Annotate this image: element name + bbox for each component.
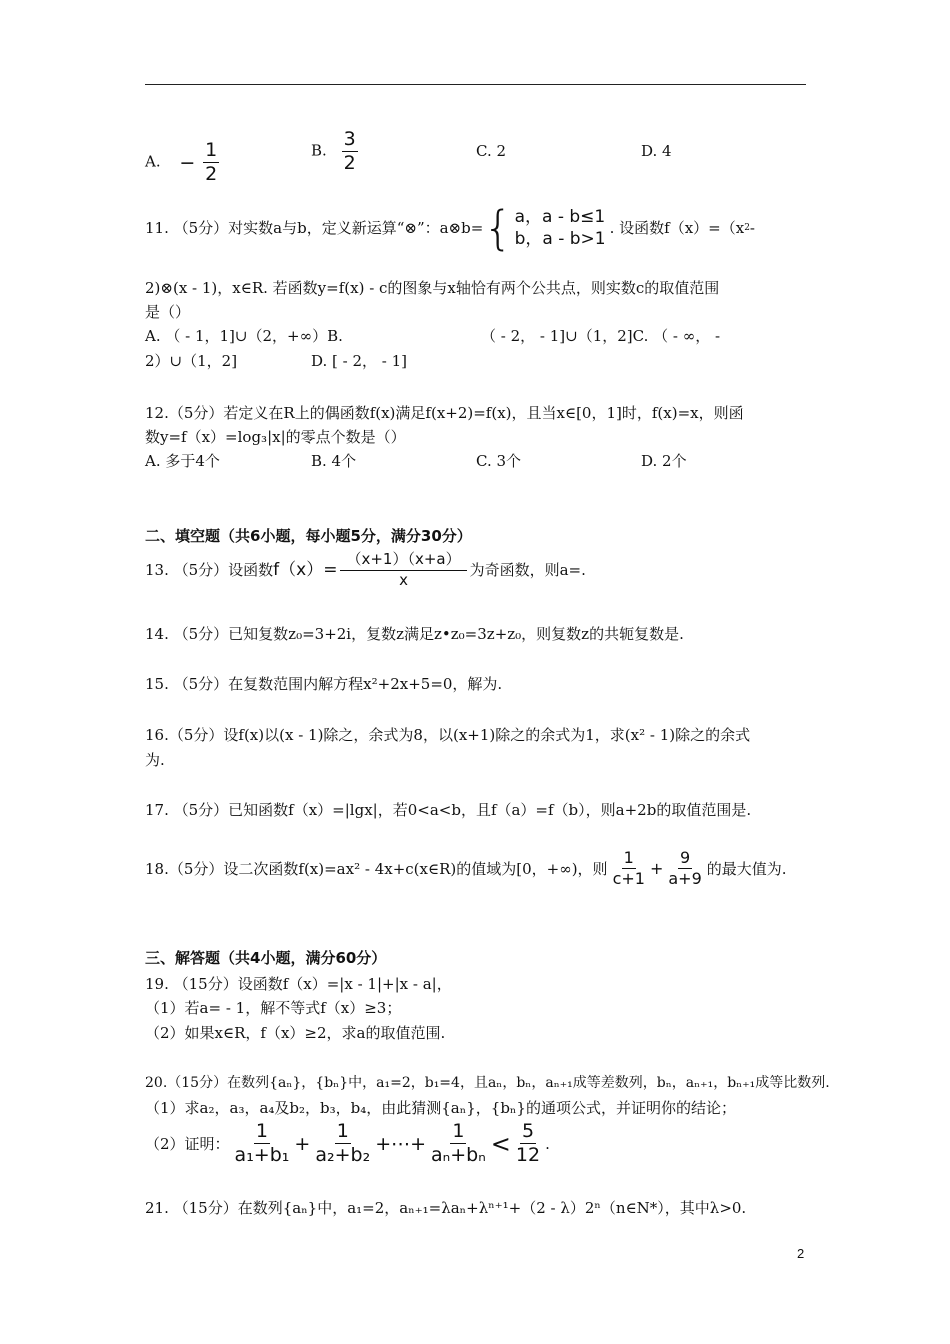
q12-line-2: 数y=f（x）=log₃|x|的零点个数是（） <box>145 428 406 446</box>
q11-line-2: 2)⊗(x - 1)，x∈R. 若函数y=f(x) - c的图象与x轴恰有两个公共点，则实数c的取值范围 <box>145 279 720 297</box>
q12-option-a: A. 多于4个 <box>145 452 220 470</box>
q12-option-d: D. 2个 <box>641 452 687 470</box>
q17-line: 17. （5分）已知函数f（x）=|lgx|，若0<a<b，且f（a）=f（b），则a+2b的取值范围是. <box>145 801 752 819</box>
q11-line-5: 2）∪（1，2] <box>145 352 238 370</box>
q11-line-1: 11. （5分）对实数a与b，定义新运算“⊗”：a⊗b= { a，a - b≤1 b，a - b>1 . 设函数f（x）=（x 2 - <box>145 201 755 255</box>
section-3-heading: 三、解答题（共4小题，满分60分） <box>145 949 387 967</box>
q11-line-3: 是（） <box>145 303 191 321</box>
q19-line-2: （1）若a= - 1，解不等式f（x）≥3； <box>145 999 402 1017</box>
q12-option-c: C. 3个 <box>476 452 522 470</box>
q18-line: 18.（5分）设二次函数f(x)=ax² - 4x+c(x∈R)的值域为[0，+∞)，则 $\frac{1}{c+1}$ + $\frac{9}{a+9}$ 的最大值为. <box>145 848 787 888</box>
q10-option-c: C. 2 <box>476 142 507 160</box>
q16-line-1: 16.（5分）设f(x)以(x - 1)除之，余式为8，以(x+1)除之的余式为1，求(x² - 1)除之的余式 <box>145 726 751 744</box>
q19-line-1: 19. （15分）设函数f（x）=|x - 1|+|x - a|， <box>145 975 452 993</box>
q20-line-3: （2）证明： $\frac{1}{\text{a₁+b₁}}$ + $\frac{1}{\text{a₂+b₂}}$ +⋯+ $\frac{1}{\text{aₙ+bₙ}}$ < $\frac{5}{12}$ . <box>145 1120 550 1166</box>
q11-option-d: D. [ - 2， - 1] <box>311 352 408 370</box>
q14-line: 14. （5分）已知复数z₀=3+2i，复数z满足z•z₀=3z+z₀，则复数z的共轭复数是. <box>145 625 684 643</box>
q16-line-2: 为. <box>145 751 165 769</box>
q10-option-a: A. − $\frac{1}{2}$ <box>145 139 218 185</box>
page-number: 2 <box>797 1246 805 1261</box>
q20-line-2: （1）求a₂，a₃，a₄及b₂，b₃，b₄，由此猜测{aₙ}，{bₙ}的通项公式，并证明你的结论； <box>145 1099 736 1117</box>
q12-line-1: 12.（5分）若定义在R上的偶函数f(x)满足f(x+2)=f(x)，且当x∈[0，1]时，f(x)=x，则函 <box>145 404 744 422</box>
header-rule <box>145 84 806 85</box>
section-2-heading: 二、填空题（共6小题，每小题5分，满分30分） <box>145 527 472 545</box>
q13-line: 13. （5分）设函数 f（x）= $\frac{(x+1)(x+a)}{x}$ 为奇函数，则a=. <box>145 550 586 589</box>
q21-line: 21. （15分）在数列{aₙ}中，a₁=2，aₙ₊₁=λaₙ+λⁿ⁺¹+（2 - λ）2ⁿ（n∈N*），其中λ>0. <box>145 1199 747 1217</box>
q10-option-b: B. $\frac{3}{2}$ <box>311 128 356 174</box>
q20-line-1: 20.（15分）在数列{aₙ}，{bₙ}中，a₁=2，b₁=4，且aₙ，bₙ，aₙ₊₁成等差数列，bₙ，aₙ₊₁，bₙ₊₁成等比数列. <box>145 1075 830 1091</box>
q10-option-d: D. 4 <box>641 142 672 160</box>
q11-option-a: A. （ - 1，1]∪（2，+∞）B. <box>145 327 343 345</box>
q12-option-b: B. 4个 <box>311 452 357 470</box>
q19-line-3: （2）如果x∈R，f（x）≥2，求a的取值范围. <box>145 1024 446 1042</box>
case-brace-icon: { <box>483 201 513 255</box>
q11-option-b: （ - 2， - 1]∪（1，2]C. （ - ∞， - <box>481 327 721 345</box>
q11-cases: a，a - b≤1 b，a - b>1 <box>514 207 606 249</box>
q15-line: 15. （5分）在复数范围内解方程x²+2x+5=0，解为. <box>145 675 503 693</box>
